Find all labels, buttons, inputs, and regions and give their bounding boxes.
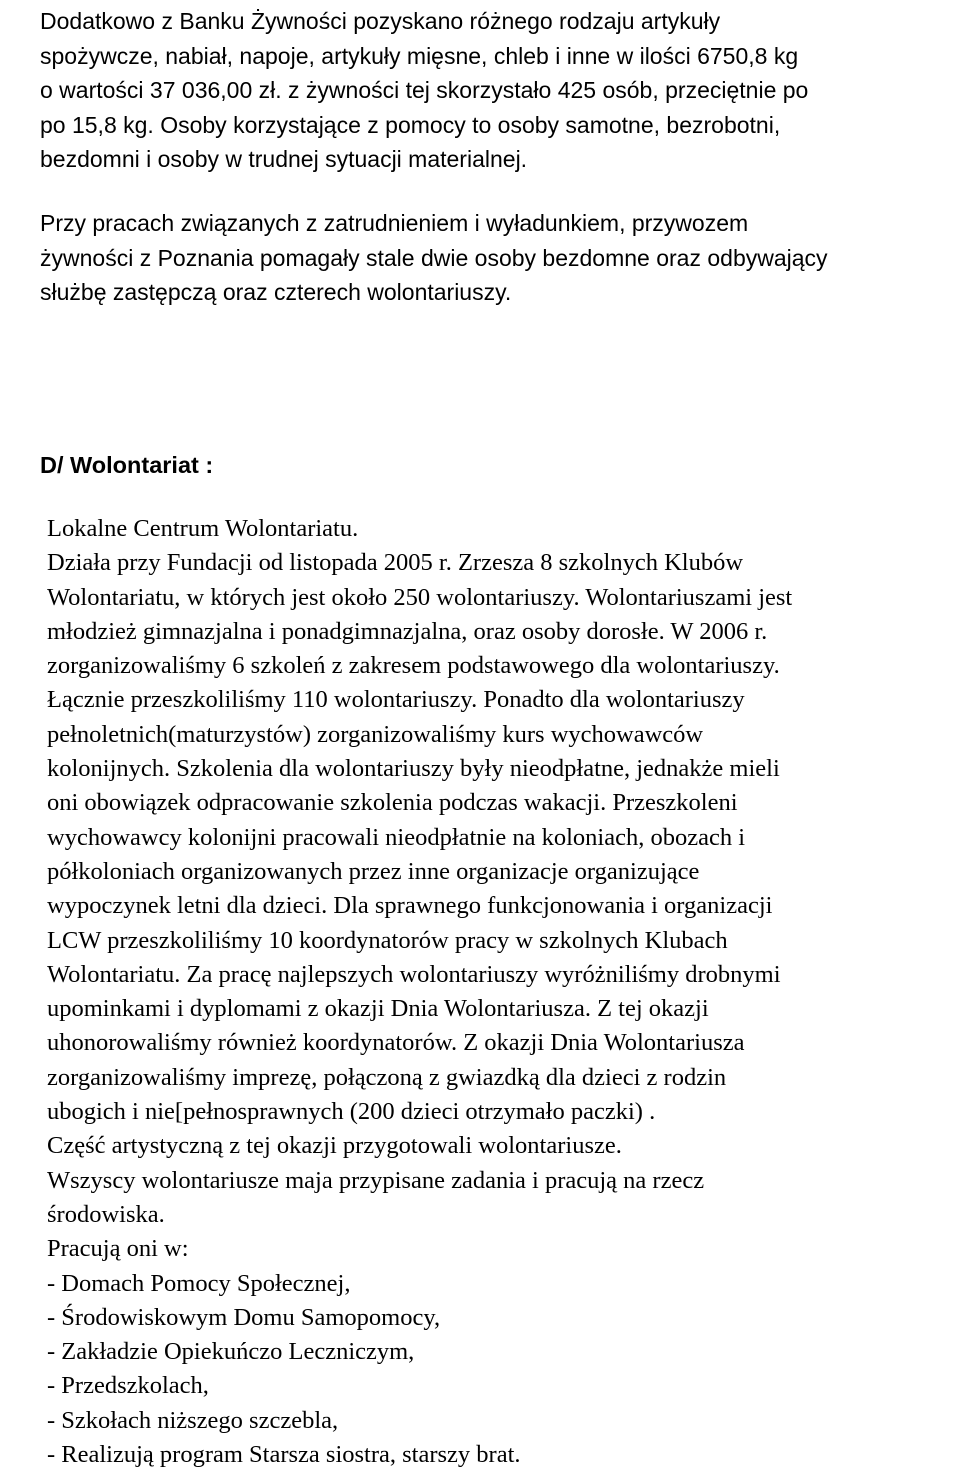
list-item: - Zakładzie Opiekuńczo Leczniczym, bbox=[47, 1338, 415, 1366]
list-item: - Domach Pomocy Społecznej, bbox=[47, 1269, 351, 1297]
list-item: - Środowiskowym Domu Samopomocy, bbox=[47, 1303, 441, 1331]
text-line: wypoczynek letni dla dzieci. Dla sprawnego funkcjonowania i organizacji bbox=[47, 892, 773, 920]
text-line: półkoloniach organizowanych przez inne organizacje organizujące bbox=[47, 857, 700, 885]
text-line: żywności z Poznania pomagały stale dwie osoby bezdomne oraz odbywający bbox=[40, 244, 828, 271]
text-line: zorganizowaliśmy imprezę, połączoną z gwiazdką dla dzieci z rodzin bbox=[47, 1063, 727, 1091]
text-line: zorganizowaliśmy 6 szkoleń z zakresem podstawowego dla wolontariuszy. bbox=[47, 652, 780, 680]
text-line: Wolontariatu. Za pracę najlepszych wolontariuszy wyróżniliśmy drobnymi bbox=[47, 960, 781, 988]
text-line: LCW przeszkoliliśmy 10 koordynatorów pracy w szkolnych Klubach bbox=[47, 926, 728, 954]
text-line: po 15,8 kg. Osoby korzystające z pomocy to osoby samotne, bezrobotni, bbox=[40, 111, 781, 138]
text-line: oni obowiązek odpracowanie szkolenia podczas wakacji. Przeszkoleni bbox=[47, 789, 738, 817]
text-line: Łącznie przeszkoliliśmy 110 wolontariuszy. Ponadto dla wolontariuszy bbox=[47, 686, 745, 714]
text-line: Wolontariatu, w których jest około 250 wolontariuszy. Wolontariuszami jest bbox=[47, 583, 793, 611]
text-line: Dodatkowo z Banku Żywności pozyskano różnego rodzaju artykuły bbox=[40, 8, 721, 34]
list-item: - Przedszkolach, bbox=[47, 1372, 209, 1400]
text-line: Przy pracach związanych z zatrudnieniem i wyładunkiem, przywozem bbox=[40, 210, 749, 236]
section-heading: D/ Wolontariat : bbox=[40, 452, 214, 478]
text-line: uhonorowaliśmy również koordynatorów. Z okazji Dnia Wolontariusza bbox=[47, 1029, 745, 1057]
text-line: młodzież gimnazjalna i ponadgimnazjalna, oraz osoby dorosłe. W 2006 r. bbox=[47, 617, 768, 645]
list-item: - Szkołach niższego szczebla, bbox=[47, 1406, 339, 1434]
list-item: - Realizują program Starsza siostra, starszy brat. bbox=[47, 1441, 521, 1469]
text-line: upominkami i dyplomami z okazji Dnia Wolontariusza. Z tej okazji bbox=[47, 995, 709, 1023]
paragraph-food-bank bbox=[40, 4, 940, 177]
paragraph-unloading-help bbox=[40, 206, 960, 310]
text-line: o wartości 37 036,00 zł. z żywności tej skorzystało 425 osób, przeciętnie po bbox=[40, 77, 809, 103]
section-body-volunteering bbox=[47, 512, 952, 1472]
text-line: środowiska. bbox=[47, 1200, 165, 1228]
text-line: wychowawcy kolonijni pracowali nieodpłatnie na koloniach, obozach i bbox=[47, 823, 746, 851]
text-line: służbę zastępczą oraz czterech wolontariuszy. bbox=[40, 279, 512, 305]
text-line: Wszyscy wolontariusze maja przypisane zadania i pracują na rzecz bbox=[47, 1166, 705, 1194]
text-line: ubogich i nie[pełnosprawnych (200 dzieci otrzymało paczki) . bbox=[47, 1098, 656, 1126]
text-line: Pracują oni w: bbox=[47, 1235, 189, 1263]
text-line: Część artystyczną z tej okazji przygotowali wolontariusze. bbox=[47, 1132, 622, 1160]
text-line: Lokalne Centrum Wolontariatu. bbox=[47, 515, 359, 542]
text-line: pełnoletnich(maturzystów) zorganizowaliśmy kurs wychowawców bbox=[47, 720, 704, 748]
text-line: Działa przy Fundacji od listopada 2005 r. Zrzesza 8 szkolnych Klubów bbox=[47, 549, 744, 577]
text-line: kolonijnych. Szkolenia dla wolontariuszy były nieodpłatne, jednakże mieli bbox=[47, 755, 780, 783]
text-line: bezdomni i osoby w trudnej sytuacji materialnej. bbox=[40, 146, 528, 172]
text-line: spożywcze, nabiał, napoje, artykuły mięsne, chleb i inne w ilości 6750,8 kg bbox=[40, 42, 799, 69]
